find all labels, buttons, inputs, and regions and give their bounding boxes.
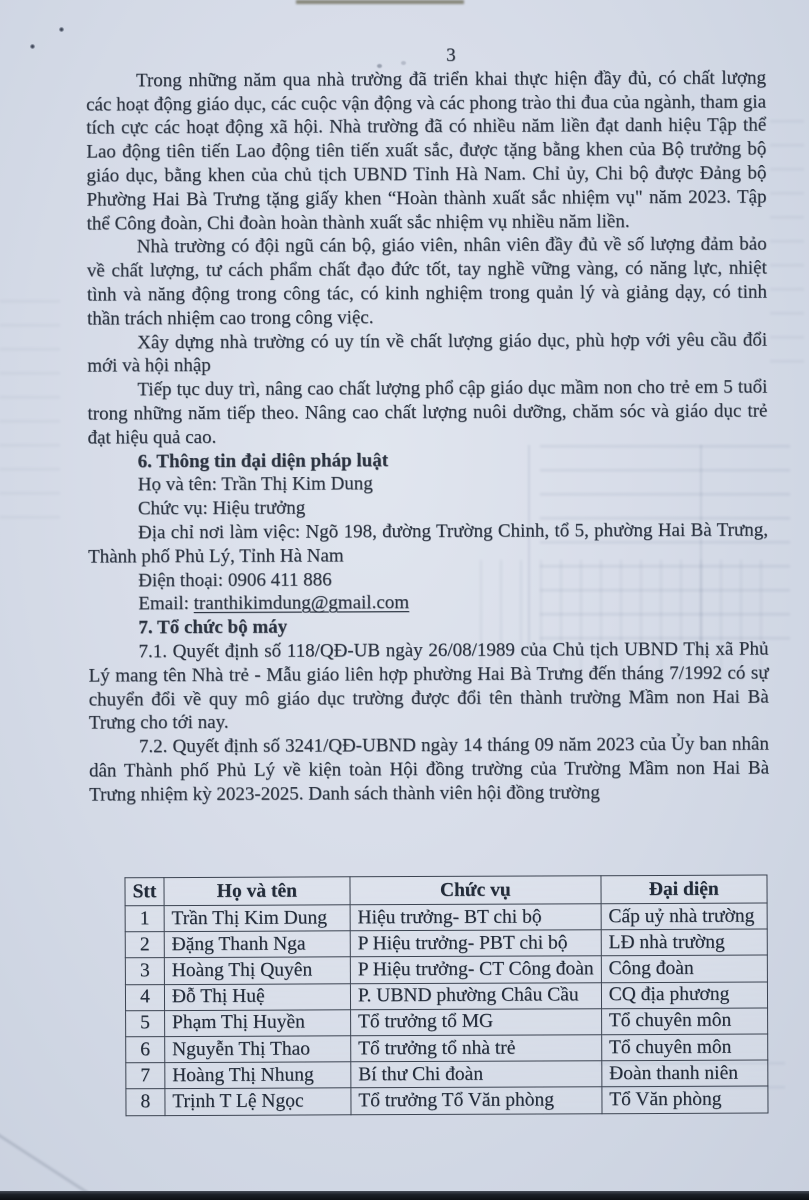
table-header-cell: Stt	[125, 878, 164, 906]
body-paragraph: Tiếp tục duy trì, nâng cao chất lượng phổ cập giáo dục mầm non cho trẻ em 5 tuổi trong những năm tiếp theo. Nâng cao chất lượng nuôi dưỡng, chăm sóc và giáo dục trẻ đạt hiệu quả cao.	[87, 376, 768, 449]
table-row	[125, 982, 767, 1011]
table-cell: Bí thư Chi đoàn	[351, 1061, 602, 1088]
table-cell: Hiệu trưởng- BT chi bộ	[350, 904, 601, 931]
table-cell: Cấp uỷ nhà trường	[601, 903, 767, 930]
table-cell: Hoàng Thị Quyên	[164, 957, 350, 984]
table-cell: 2	[125, 932, 164, 958]
table-cell: 4	[125, 984, 164, 1010]
table-header-cell: Chức vụ	[350, 876, 601, 905]
table-cell: Trịnh T Lệ Ngọc	[165, 1088, 351, 1115]
table-header-cell: Đại diện	[601, 875, 767, 904]
table-cell: Tổ chuyên môn	[601, 1008, 767, 1035]
table-row	[126, 1008, 768, 1037]
table-row	[125, 929, 767, 958]
table-cell: Công đoàn	[601, 955, 767, 982]
table-cell: Đoàn thanh niên	[602, 1060, 768, 1087]
table-cell: 8	[126, 1089, 165, 1115]
body-paragraph: 7.1. Quyết định số 118/QĐ-UB ngày 26/08/1989 của Chủ tịch UBND Thị xã Phủ Lý mang tên Nhà trẻ - Mẫu giáo liên hợp phường Hai Bà Trưng đến tháng 7/1992 có sự chuyển đổi về quy mô giáo dục trường được đổi tên thành trường Mầm non Hai Bà Trưng cho tới nay.	[88, 638, 769, 734]
table-cell: Hoàng Thị Nhung	[165, 1062, 351, 1089]
table-cell: Nguyễn Thị Thao	[165, 1036, 351, 1063]
table-row	[126, 1034, 768, 1063]
email-label: Email:	[138, 593, 194, 615]
section7-heading: 7. Tổ chức bộ máy	[138, 616, 288, 639]
table-cell: LĐ nhà trường	[601, 929, 767, 956]
info-line-name: Họ và tên: Trần Thị Kim Dung	[137, 473, 373, 496]
table-cell: P Hiệu trưởng- CT Công đoàn	[350, 956, 601, 983]
table-row	[125, 903, 767, 932]
table-cell: 3	[125, 958, 164, 984]
table-cell: Phạm Thị Huyền	[164, 1010, 350, 1037]
body-paragraph: Xây dựng nhà trường có uy tín về chất lượng giáo dục, phù hợp với yêu cầu đổi mới và hội nhập	[87, 329, 768, 377]
table-row	[126, 1086, 768, 1115]
table-cell: 1	[125, 906, 164, 932]
table-cell: Đặng Thanh Nga	[164, 931, 350, 958]
table-cell: Tổ trưởng tổ MG	[350, 1008, 601, 1035]
body-paragraph: Nhà trường có đội ngũ cán bộ, giáo viên, nhân viên đầy đủ về số lượng đảm bảo về chất lượng, tư cách phẩm chất đạo đức tốt, tay nghề vững vàng, có năng lực, nhiệt tình và năng động trong công tác, có kinh nghiệm trong quản lý và giảng dạy, có tinh thần trách nhiệm cao trong công việc.	[86, 233, 767, 330]
table-header-row	[125, 875, 767, 906]
table-cell: Tổ trưởng Tổ Văn phòng	[351, 1087, 602, 1114]
table-cell: Tổ Văn phòng	[602, 1086, 768, 1113]
info-line-title: Chức vụ: Hiệu trưởng	[137, 497, 306, 520]
info-line-email	[88, 590, 768, 617]
table-cell: Tổ chuyên môn	[601, 1034, 767, 1061]
info-line-address: Địa chỉ nơi làm việc: Ngõ 198, đường Trường Chinh, tổ 5, phường Hai Bà Trưng, Thành phố Phủ Lý, Tỉnh Hà Nam	[88, 519, 769, 568]
body-paragraph: 7.2. Quyết định số 3241/QĐ-UBND ngày 14 tháng 09 năm 2023 của Ủy ban nhân dân Thành phố Phủ Lý về kiện toàn Hội đồng trường của Trường Mầm non Hai Bà Trưng nhiệm kỳ 2023-2025. Danh sách thành viên hội đồng trường	[88, 733, 770, 806]
document-body	[86, 42, 769, 806]
email-address: tranthikimdung@gmail.com	[193, 592, 410, 615]
table-cell: 6	[126, 1037, 165, 1063]
table-cell: Tổ trưởng tổ nhà trẻ	[351, 1035, 602, 1062]
table-row	[126, 1060, 768, 1089]
council-members-table	[124, 874, 768, 1115]
section6-heading: 6. Thông tin đại diện pháp luật	[137, 449, 389, 472]
page-number: 3	[446, 44, 456, 66]
table-cell: CQ địa phương	[601, 982, 767, 1009]
table-row	[125, 955, 767, 984]
table-cell: 5	[126, 1010, 165, 1036]
table-cell: P Hiệu trưởng- PBT chi bộ	[350, 930, 601, 957]
table-header-cell: Họ và tên	[164, 877, 350, 906]
table-cell: P. UBND phường Châu Cầu	[350, 982, 601, 1009]
body-paragraph: Trong những năm qua nhà trường đã triển khai thực hiện đầy đủ, có chất lượng các hoạt động giáo dục, các cuộc vận động và các phong trào thi đua của ngành, tham gia tích cực các hoạt động xã hội. Nhà trường đã có nhiều năm liền đạt danh hiệu Tập thể Lao động tiên tiến Lao động tiên tiến xuất sắc, được tặng bằng khen của Bộ trưởng bộ giáo dục, bằng khen của chủ tịch UBND Tỉnh Hà Nam. Chỉ ủy, Chi bộ được Đảng bộ Phường Hai Bà Trưng tặng giấy khen “Hoàn thành xuất sắc nhiệm vụ" năm 2023. Tập thể Công đoàn, Chi đoàn hoàn thành xuất sắc nhiệm vụ nhiều năm liền.	[86, 67, 767, 235]
table-cell: 7	[126, 1063, 165, 1089]
table-cell: Trần Thị Kim Dung	[164, 905, 350, 932]
table-cell: Đỗ Thị Huệ	[164, 983, 350, 1010]
info-line-phone: Điện thoại: 0906 411 886	[138, 568, 332, 591]
